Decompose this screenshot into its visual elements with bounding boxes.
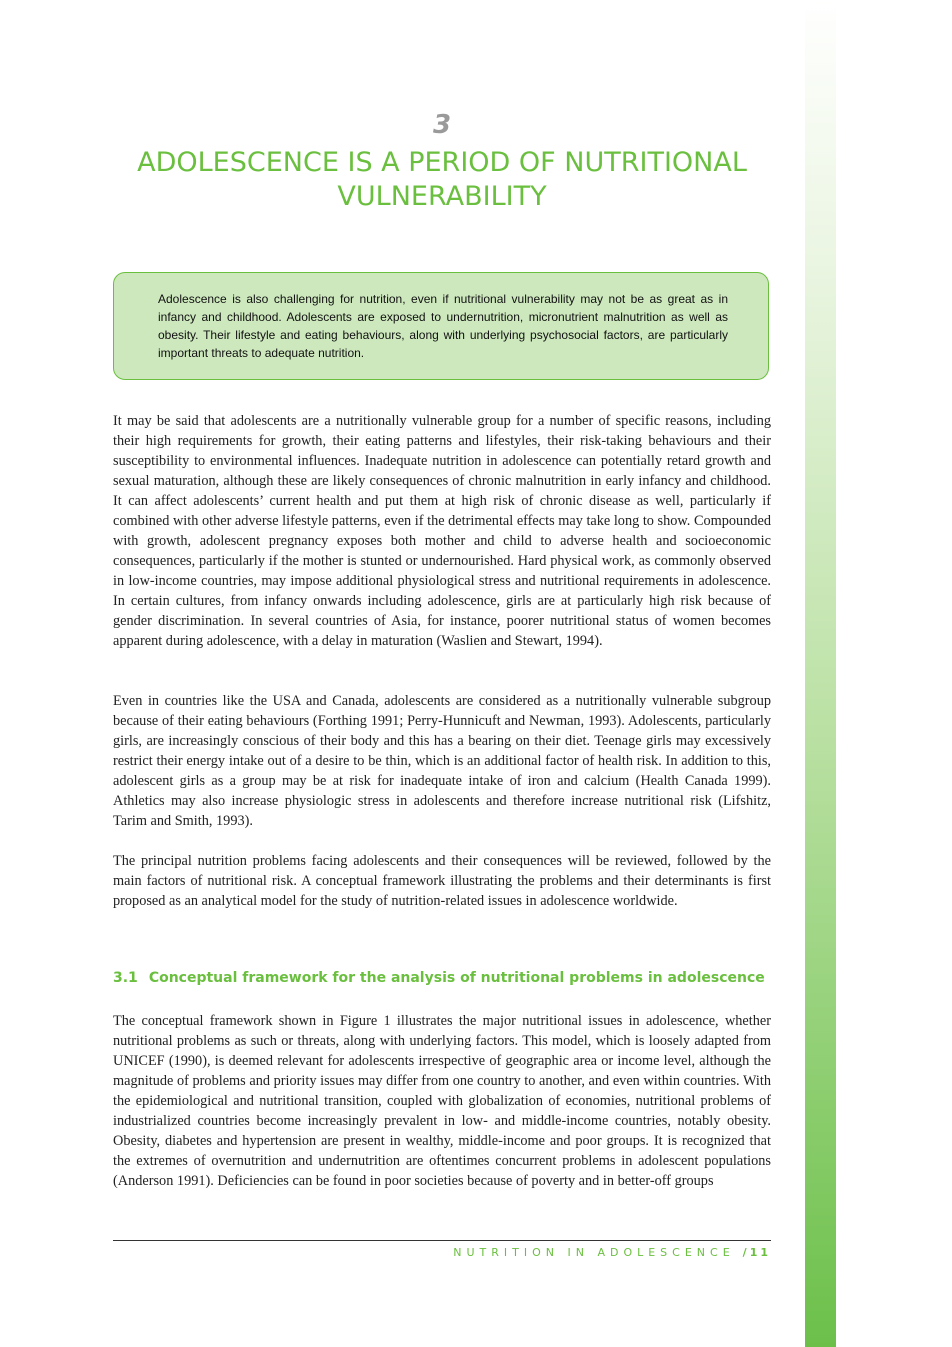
- body-paragraph-1: It may be said that adolescents are a nutritionally vulnerable group for a number of specific reasons, including their high requirements for growth, their eating patterns and lifestyles, their risk-taking behaviours and their susceptibility to environmental influences. Inadequate nutrition in adolescence can potentially retard growth and sexual maturation, although these are likely consequences of chronic malnutrition in early infancy and childhood. It can affect adolescents’ current health and put them at high risk of chronic disease as well, particularly if combined with other adverse lifestyle patterns, even if the detrimental effects may take long to show. Compounded with growth, adolescent pregnancy exposes both mother and child to adverse health and socioeconomic consequences, particularly if the mother is stunted or undernourished. Hard physical work, as commonly observed in low-income countries, may impose additional physiological stress and nutritional requirements in adolescence. In certain cultures, from infancy onwards including adolescence, girls are at particularly high risk because of gender discrimination. In several countries of Asia, for instance, poorer nutritional status of women becomes apparent during adolescence, with a delay in maturation (Waslien and Stewart, 1994).: [113, 413, 771, 649]
- page-footer: [113, 1246, 771, 1259]
- page-number: /11: [742, 1246, 771, 1259]
- footer-rule: [113, 1240, 771, 1241]
- chapter-title-line-1: ADOLESCENCE IS A PERIOD OF NUTRITIONAL: [137, 147, 747, 178]
- section-number: 3.1: [113, 970, 138, 986]
- running-title: NUTRITION IN ADOLESCENCE: [453, 1246, 735, 1259]
- side-gradient-bar: [805, 0, 836, 1347]
- body-paragraph-4: The conceptual framework shown in Figure 1 illustrates the major nutritional issues in adolescence, whether nutritional problems as such or threats, along with underlying factors. This model, which is loosely adapted from UNICEF (1990), is deemed relevant for adolescents irrespective of geographic area or income level, although the magnitude of problems and priority issues may differ from one country to another, and even within countries. With the epidemiological and nutritional transition, coupled with globalization of economies, nutritional problems of industrialized countries become increasingly prevalent in low- and middle-income countries, notably obesity. Obesity, diabetes and hypertension are present in wealthy, middle-income and poor groups. It is recognized that the extremes of overnutrition and undernutrition are oftentimes concurrent problems in adolescent populations (Anderson 1991). Deficiencies can be found in poor societies because of poverty and in better-off groups: [113, 1013, 771, 1189]
- chapter-title-line-2: VULNERABILITY: [337, 181, 547, 212]
- body-paragraph-3: The principal nutrition problems facing adolescents and their consequences will be reviewed, followed by the main factors of nutritional risk. A conceptual framework illustrating the problems and their determinants is first proposed as an analytical model for the study of nutrition-related issues in adolescence worldwide.: [113, 853, 771, 909]
- summary-box: [113, 272, 769, 380]
- summary-text: Adolescence is also challenging for nutrition, even if nutritional vulnerability may not be as great as in infancy and childhood. Adolescents are exposed to undernutrition, micronutrient malnutrition as well as obesity. Their lifestyle and eating behaviours, along with underlying psychosocial factors, are particularly important threats to adequate nutrition.: [158, 292, 728, 360]
- section-heading: [113, 970, 771, 986]
- section-title: Conceptual framework for the analysis of nutritional problems in adolescence: [148, 970, 765, 986]
- chapter-number: 3: [432, 110, 452, 140]
- body-paragraph-2: Even in countries like the USA and Canada, adolescents are considered as a nutritionally vulnerable subgroup because of their eating behaviours (Forthing 1991; Perry-Hunnicuft and Newman, 1993). Adolescents, particularly girls, are increasingly conscious of their body and this has a bearing on their diet. Teenage girls may excessively restrict their energy intake out of a desire to be thin, which is an additional factor of health risk. In addition to this, adolescent girls as a group may be at risk for inadequate intake of iron and calcium (Health Canada 1999). Athletics may also increase physiologic stress in adolescents and therefore increase nutritional risk (Lifshitz, Tarim and Smith, 1993).: [113, 693, 771, 829]
- chapter-title: [113, 146, 771, 214]
